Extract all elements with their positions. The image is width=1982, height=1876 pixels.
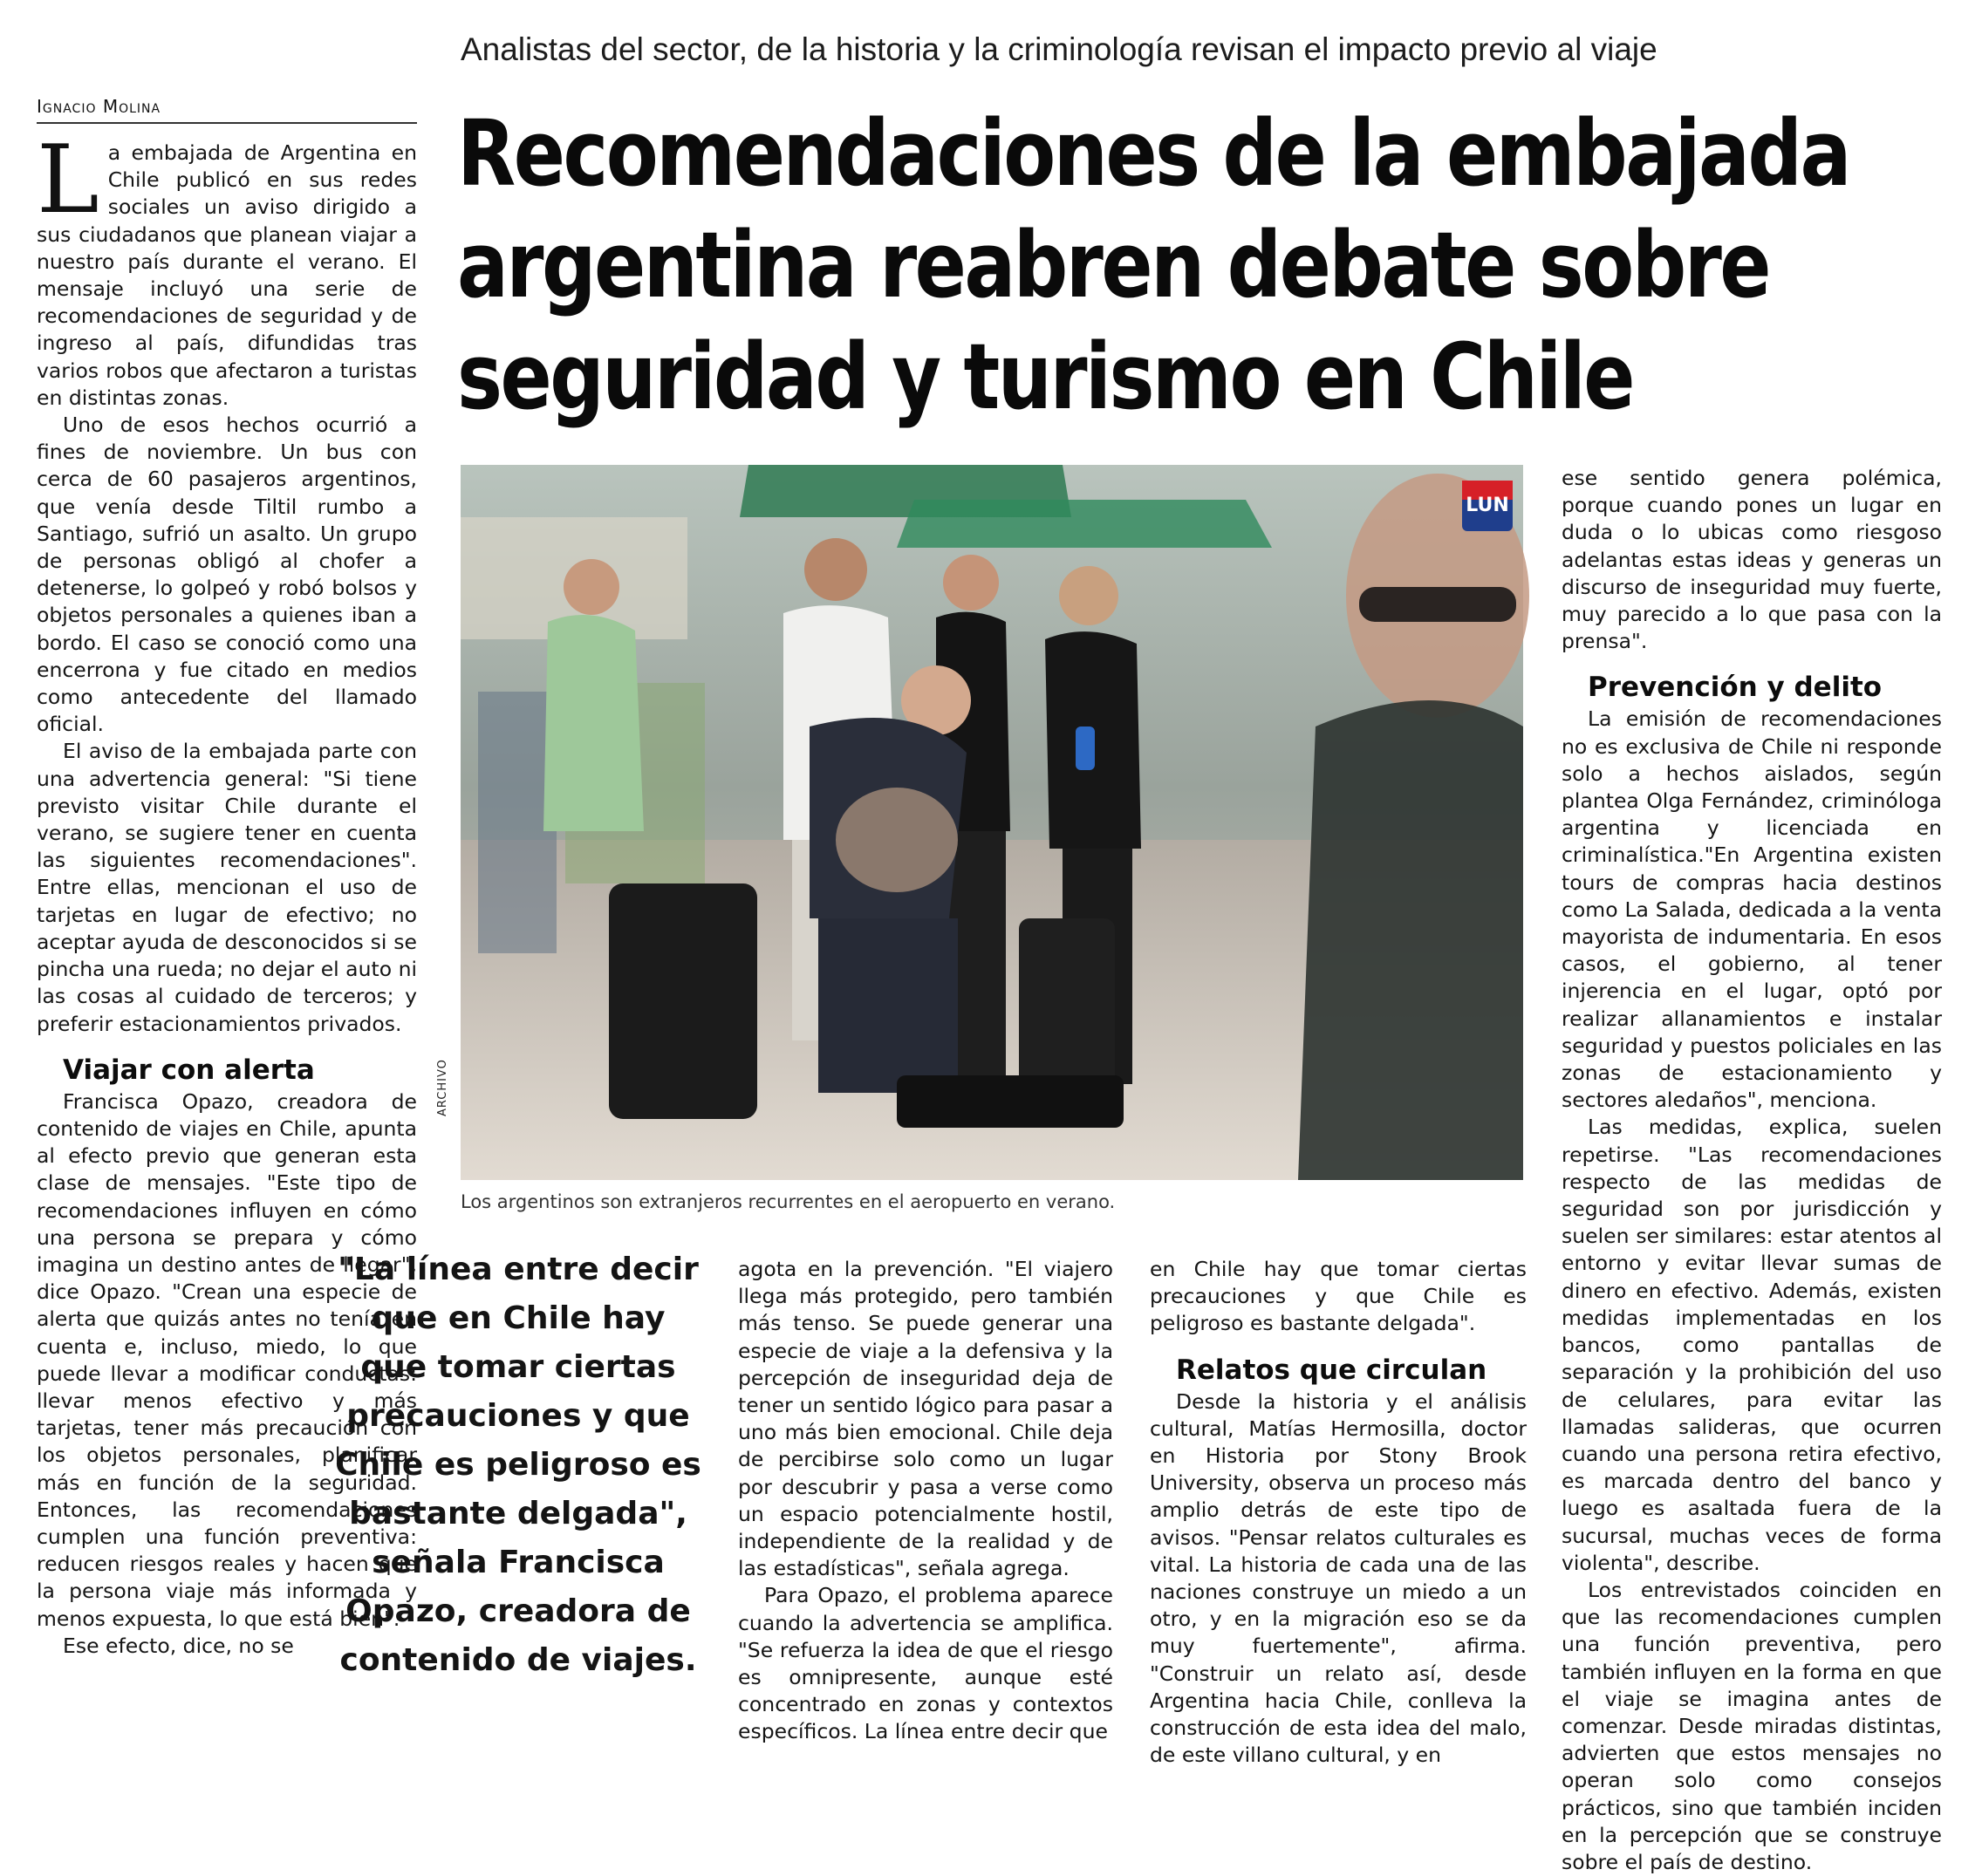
column-2 — [738, 1256, 1113, 1746]
photo-caption: Los argentinos son extranjeros recurrentes en el aeropuerto en verano. — [461, 1191, 1116, 1212]
paragraph-text: a embajada de Argentina en Chile publicó en sus redes sociales un aviso dirigido a sus ciudadanos que planean viajar a nuestro país durante el verano. El mensaje incluyó una serie de recomendaciones de seguridad y de ingreso al país, difundidas tras varios robos que afectaron a turistas en distintas zonas. — [37, 140, 417, 410]
byline: Ignacio Molina — [37, 96, 417, 124]
subheading: Viajar con alerta — [63, 1054, 315, 1086]
headline-line-2: argentina reabren debate sobre — [457, 212, 1770, 318]
paragraph: Las medidas, explica, suelen repetirse. "Las recomendaciones respecto de las medidas de seguridad son por jurisdicción y suelen ser similares: estar atentos al entorno y evitar llevar sumas de dinero en efectivo. Además, existen medidas implementadas en los bancos, como pantallas de separación y la prohibición del uso de celulares, para evitar las llamadas salideras, que ocurren cuando una persona retira efectivo, es marcada dentro del banco y luego es asaltada fuera de la sucursal, muchas veces de forma violenta", describe. — [1562, 1115, 1942, 1575]
paragraph: Francisca Opazo, creadora de contenido de viajes en Chile, apunta al efecto previo que generan esta clase de mensajes. "Este tipo de recomendaciones influyen en cómo una persona se prepara y cómo imagina un destino antes de llegar", dice Opazo. "Crean una especie de alerta que quizás antes no tenía en cuenta e, incluso, miedo, lo que puede llevar a modificar conductas: llevar menos efectivo y más tarjetas, tener más precaución con los objetos personales, planificar más en función de la seguridad. Entonces, las recomendaciones cumplen una función preventiva: reducen riesgos reales y hacen que la persona viaje más informada y menos expuesta, lo que está bien". — [37, 1088, 417, 1631]
pull-quote: "La línea entre decir que en Chile hay que tomar ciertas precauciones y que Chile es peligroso es bastante delgada", señala Francisca Opazo, creadora de contenido de viajes. — [335, 1252, 701, 1678]
subheading: Relatos que circulan — [1176, 1354, 1487, 1386]
paragraph: El aviso de la embajada parte con una advertencia general: "Si tiene previsto visitar Chile durante el verano, se sugiere tener en cuenta las siguientes recomendaciones". Entre ellas, mencionan el uso de tarjetas en lugar de efectivo; no aceptar ayuda de desconocidos si se pincha una rueda; no dejar el auto ni las cosas al cuidado de terceros; y preferir estacionamientos privados. — [37, 739, 417, 1036]
paragraph: Para Opazo, el problema aparece cuando la advertencia se amplifica. "Se refuerza la idea de que el riesgo es omnipresente, aunque esté concentrado en zonas y contextos específicos. La línea entre decir que — [738, 1583, 1113, 1744]
paragraph: ese sentido genera polémica, porque cuando pones un lugar en duda o lo ubicas como riesgoso adelantas estas ideas y generas un discurso de inseguridad muy fuerte, muy parecido a lo que pasa con la prensa". — [1562, 466, 1942, 654]
column-4 — [1562, 465, 1942, 1876]
drop-cap: L — [37, 126, 99, 235]
paragraph: Desde la historia y el análisis cultural, Matías Hermosilla, doctor en Historia por Stony Brook University, observa un proceso más amplio detrás de este tipo de avisos. "Pensar relatos culturales es vital. La historia de cada una de las naciones construye un miedo a un otro, y en la migración eso se da muy fuertemente", afirma. "Construir un relato así, desde Argentina hacia Chile, conlleva la construcción de esta idea del malo, de este villano cultural, y en — [1150, 1388, 1527, 1768]
paragraph: Los entrevistados coinciden en que las recomendaciones cumplen una función preventiva, pero también influyen en la forma en que el viaje se imagina antes de comenzar. Desde miradas distintas, advierten que estos mensajes no operan solo como consejos prácticos, sino que también inciden en la percepción que se construye sobre el país de destino. — [1562, 1577, 1942, 1874]
paragraph — [37, 126, 417, 412]
paragraph: La emisión de recomendaciones no es exclusiva de Chile ni responde solo a hechos aislados, según plantea Olga Fernández, criminóloga argentina y licenciada en criminalística."En Argentina existen tours de compras hacia destinos como La Salada, dedicada a la venta mayorista de indumentaria. En esos casos, el gobierno, al tener injerencia en el lugar, optó por realizar allanamientos e instalar seguridad y puestos policiales en las zonas de estacionamiento y sectores aledaños", menciona. — [1562, 706, 1942, 1113]
subheading: Prevención y delito — [1588, 672, 1883, 704]
lun-logo — [1462, 481, 1513, 531]
article-photo — [461, 465, 1523, 1180]
photo-credit: ARCHIVO — [436, 1059, 449, 1116]
column-3 — [1150, 1256, 1527, 1769]
paragraph: agota en la prevención. "El viajero llega más protegido, pero también más tenso. Se puede generar una especie de viaje a la defensiva y la percepción de inseguridad deja de tener un sentido lógico para pasar a uno más bien emocional. Chile deja de percibirse solo como un lugar por descubrir y pasa a verse como un espacio potencialmente hostil, independiente de la realidad y de las estadísticas", señala agrega. — [738, 1257, 1113, 1581]
headline-line-1: Recomendaciones de la embajada — [457, 100, 1849, 207]
paragraph: Uno de esos hechos ocurrió a fines de noviembre. Un bus con cerca de 60 pasajeros argentinos, que venía desde Tiltil rumbo a Santiago, sufrió un asalto. Un grupo de personas obligó al chofer a detenerse, lo golpeó y robó bolsos y objetos personales a quienes iban a bordo. El caso se conoció como una encerrona y fue citado en medios como antecedente del llamado oficial. — [37, 413, 417, 737]
headline-line-3: seguridad y turismo en Chile — [457, 324, 1633, 430]
kicker: Analistas del sector, de la historia y la criminología revisan el impacto previo al viaje — [461, 31, 1657, 67]
lun-logo-text: LUN — [1466, 495, 1509, 516]
airport-travelers-illustration — [461, 465, 1523, 1180]
paragraph: en Chile hay que tomar ciertas precauciones y que Chile es peligroso es bastante delgada". — [1150, 1257, 1527, 1336]
paragraph: Ese efecto, dice, no se — [63, 1633, 294, 1658]
headline — [457, 98, 1849, 433]
